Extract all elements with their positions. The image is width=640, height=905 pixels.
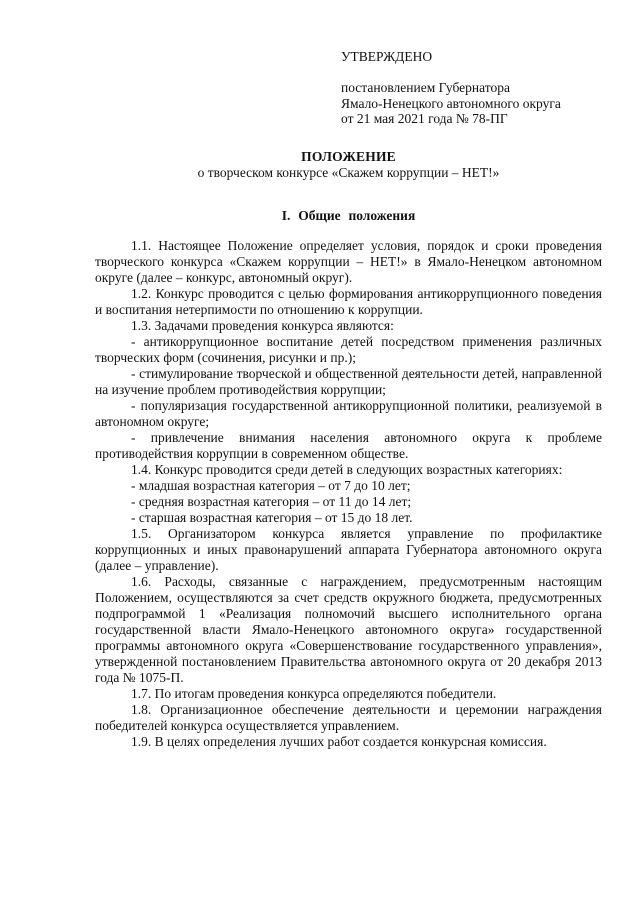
age-category-junior: - младшая возрастная категория – от 7 до 10 лет; bbox=[131, 478, 411, 493]
approval-line-2: Ямало-Ненецкого автономного округа bbox=[341, 95, 561, 111]
paragraph-1-1: 1.1. Настоящее Положение определяет условия, порядок и сроки проведения творческого конкурса «Скажем коррупции – НЕТ!» в Ямало-Ненецком автономном округе (далее – конкурс, автономный округ). bbox=[95, 238, 602, 285]
task-item-3: - популяризация государственной антикоррупционной политики, реализуемой в автономном округе; bbox=[95, 398, 602, 429]
approval-line-3: от 21 мая 2021 года № 78-ПГ bbox=[341, 111, 508, 126]
paragraph-1-4: 1.4. Конкурс проводится среди детей в следующих возрастных категориях: bbox=[131, 462, 563, 477]
approval-spacer bbox=[341, 65, 621, 81]
approval-line-1: постановлением Губернатора bbox=[341, 80, 510, 95]
approval-stamp: УТВЕРЖДЕНО bbox=[341, 49, 433, 64]
paragraph-1-8: 1.8. Организационное обеспечение деятельности и церемонии награждения победителей конкурса осуществляется управлением. bbox=[95, 702, 602, 733]
document-subtitle: о творческом конкурсе «Скажем коррупции – НЕТ!» bbox=[197, 165, 500, 180]
paragraph-1-5: 1.5. Организатором конкурса является управление по профилактике коррупционных и иных правонарушений аппарата Губернатора автономного округа (далее – управление). bbox=[95, 526, 602, 573]
paragraph-1-7: 1.7. По итогам проведения конкурса определяются победители. bbox=[131, 686, 497, 701]
age-category-middle: - средняя возрастная категория – от 11 до 14 лет; bbox=[131, 494, 412, 509]
approval-block bbox=[341, 49, 621, 127]
task-item-1: - антикоррупционное воспитание детей посредством применения различных творческих форм (сочинения, рисунки и пр.); bbox=[95, 334, 602, 365]
paragraph-1-2: 1.2. Конкурс проводится с целью формирования антикоррупционного поведения и воспитания нетерпимости по отношению к коррупции. bbox=[95, 286, 602, 317]
paragraph-1-3: 1.3. Задачами проведения конкурса являются: bbox=[131, 318, 394, 333]
task-item-2: - стимулирование творческой и общественной деятельности детей, направленной на изучение проблем противодействия коррупции; bbox=[95, 366, 602, 397]
document-body bbox=[95, 238, 602, 750]
section-heading: I. Общие положения bbox=[281, 208, 416, 223]
task-item-4: - привлечение внимания населения автономного округа к проблеме противодействия коррупции в современном обществе. bbox=[95, 430, 602, 461]
document-title-block bbox=[95, 149, 602, 181]
paragraph-1-9: 1.9. В целях определения лучших работ создается конкурсная комиссия. bbox=[131, 734, 547, 749]
document-title: ПОЛОЖЕНИЕ bbox=[301, 149, 396, 164]
age-category-senior: - старшая возрастная категория – от 15 до 18 лет. bbox=[131, 510, 413, 525]
paragraph-1-6: 1.6. Расходы, связанные с награждением, предусмотренным настоящим Положением, осуществляются за счет средств окружного бюджета, предусмотренных подпрограммой 1 «Реализация полномочий высшего исполнительного органа государственной власти Ямало-Ненецкого автономного округа» государственной программы автономного округа «Совершенствование государственного управления», утвержденной постановлением Правительства автономного округа от 20 декабря 2013 года № 1075-П. bbox=[95, 574, 602, 685]
